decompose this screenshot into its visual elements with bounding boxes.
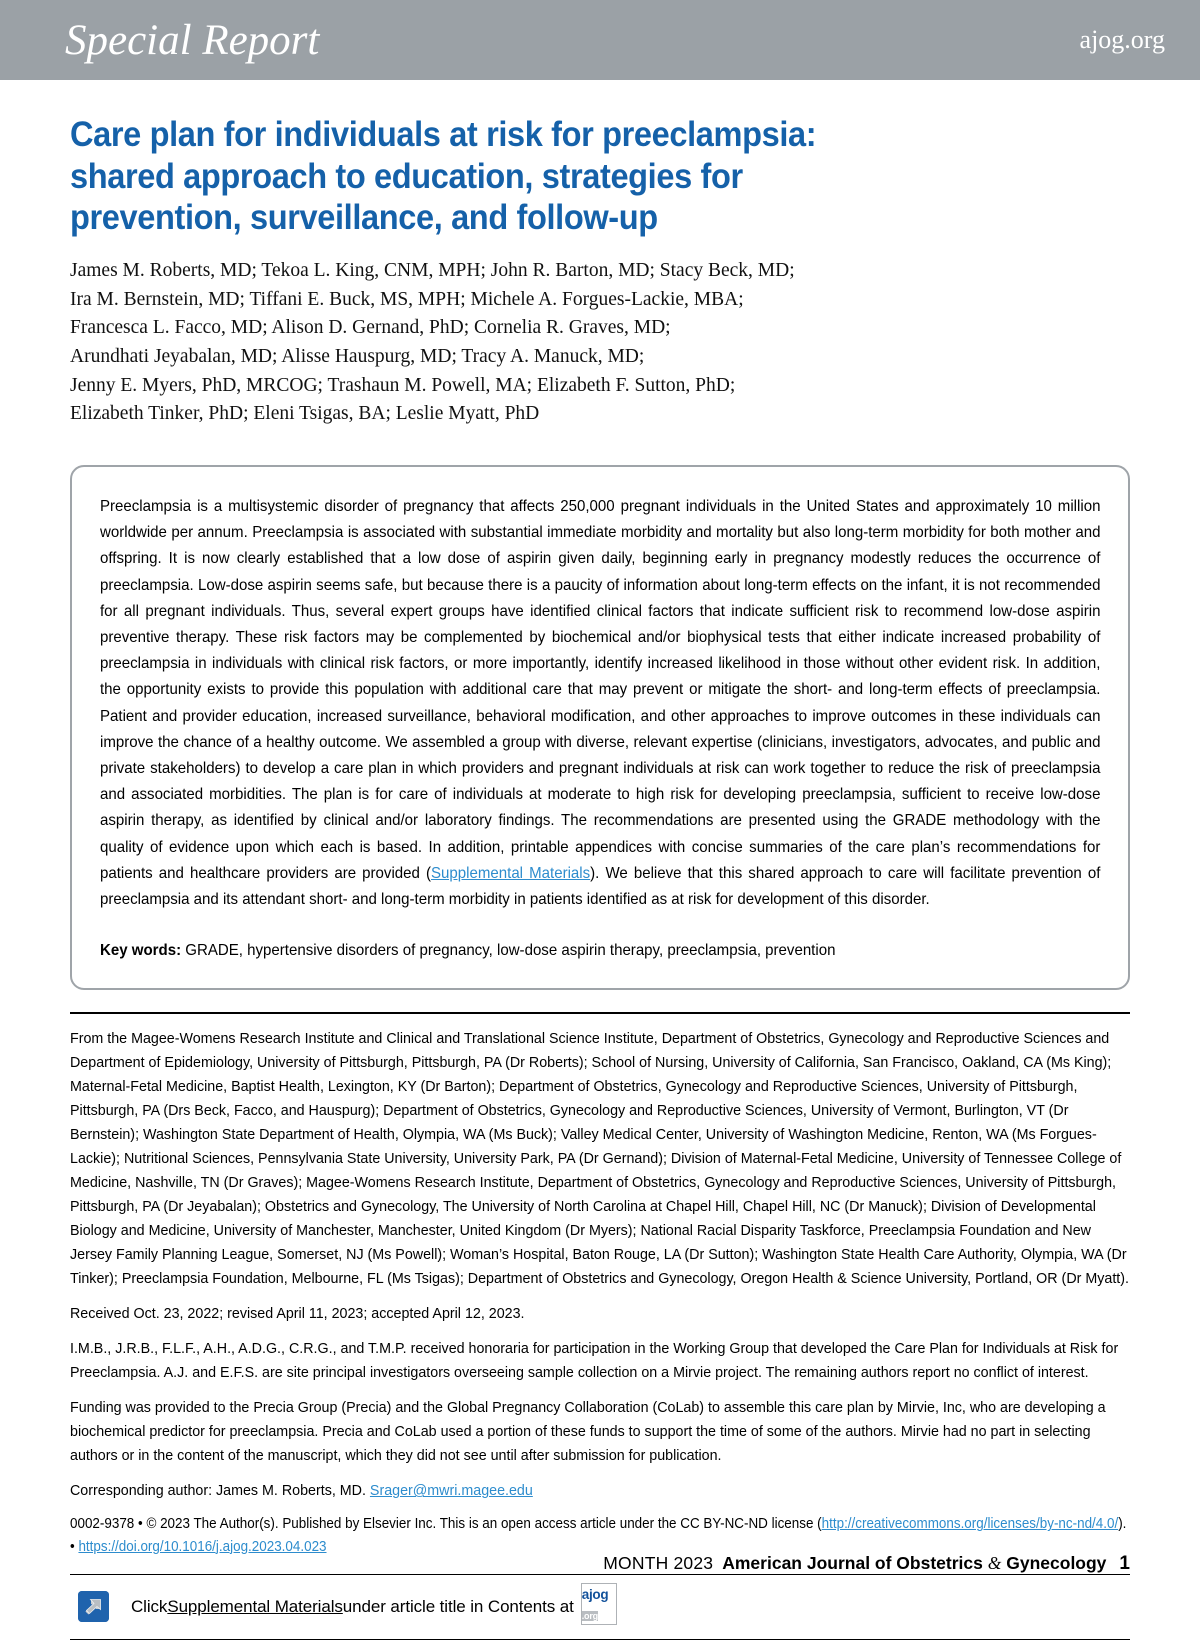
supplemental-text-before: Click — [131, 1596, 168, 1616]
copyright-license-note — [70, 1513, 1131, 1558]
author-line: James M. Roberts, MD; Tekoa L. King, CNM, MPH; John R. Barton, MD; Stacy Beck, MD; — [70, 259, 795, 281]
ajog-logo-badge[interactable] — [581, 1583, 617, 1625]
footnotes-block — [70, 1027, 1130, 1558]
footer-journal-name-part1: American Journal of Obstetrics — [722, 1553, 983, 1573]
supplemental-text-after: under article title in Contents at — [342, 1596, 574, 1616]
ajog-badge-bottom: .org — [581, 1610, 598, 1621]
keywords-label: Key words: — [100, 941, 182, 960]
author-line: Ira M. Bernstein, MD; Tiffani E. Buck, MS, MPH; Michele A. Forgues-Lackie, MBA; — [70, 288, 744, 310]
supplemental-text-link[interactable]: Supplemental Materials — [167, 1596, 343, 1616]
corresponding-author-label: Corresponding author: James M. Roberts, MD. — [70, 1482, 370, 1500]
journal-site-url[interactable]: ajog.org — [1079, 25, 1165, 54]
copyright-middle: ). • — [70, 1516, 1127, 1555]
section-label: Special Report — [65, 16, 320, 64]
keywords-value: GRADE, hypertensive disorders of pregnancy, low-dose aspirin therapy, preeclampsia, prevention — [181, 941, 836, 960]
affiliations-note: From the Magee-Womens Research Institute and Clinical and Translational Science Institute, Department of Obstetrics, Gynecology and Reproductive Sciences and Department of Epidemiology, University of Pittsburgh, Pittsburgh, PA (Dr Roberts); School of Nursing, University of California, San Francisco, Oakland, CA (Ms King); Maternal-Fetal Medicine, Baptist Health, Lexington, KY (Dr Barton); Department of Obstetrics, Gynecology and Reproductive Sciences, University of Pittsburgh, Pittsburgh, PA (Drs Beck, Facco, and Hauspurg); Department of Obstetrics, Gynecology and Reproductive Sciences, University of Vermont, Burlington, VT (Dr Bernstein); Washington State Department of Health, Olympia, WA (Ms Buck); Valley Medical Center, University of Washington Medicine, Renton, WA (Ms Forgues-Lackie); Nutritional Sciences, Pennsylvania State University, University Park, PA (Dr Gernand); Division of Maternal-Fetal Medicine, University of Tennessee College of Medicine, Nashville, TN (Dr Graves); Magee-Womens Research Institute, Department of Obstetrics, Gynecology and Reproductive Sciences, University of Pittsburgh, Pittsburgh, PA (Dr Jeyabalan); Obstetrics and Gynecology, The University of North Carolina at Chapel Hill, Chapel Hill, NC (Dr Manuck); Division of Developmental Biology and Medicine, University of Manchester, Manchester, United Kingdom (Dr Myers); National Racial Disparity Taskforce, Preeclampsia Foundation and New Jersey Family Planning League, Somerset, NJ (Ms Powell); Woman’s Hospital, Baton Rouge, LA (Dr Sutton); Washington State Health Care Authority, Olympia, WA (Dr Tinker); Preeclampsia Foundation, Melbourne, FL (Ms Tsigas); Department of Obstetrics and Gynecology, Oregon Health & Science University, Portland, OR (Dr Myatt). — [70, 1030, 1129, 1288]
footer-journal-name-part2: Gynecology — [1006, 1553, 1107, 1573]
page-content — [0, 114, 1200, 1640]
supplemental-banner-text — [131, 1586, 617, 1628]
page-footer — [70, 1553, 1130, 1575]
copyright-prefix: 0002-9378 • © 2023 The Author(s). Published by Elsevier Inc. This is an open access article under the CC BY-NC-ND license ( — [70, 1516, 822, 1533]
page-title — [70, 114, 1125, 239]
title-line-3: prevention, surveillance, and follow-up — [70, 198, 658, 238]
keywords — [100, 938, 1100, 964]
page-header-band — [0, 0, 1200, 80]
footer-month-year: MONTH 2023 — [603, 1553, 714, 1573]
footer-page-number: 1 — [1119, 1553, 1130, 1574]
cc-license-link[interactable]: http://creativecommons.org/licenses/by-nc-nd/4.0/ — [821, 1516, 1119, 1533]
author-line: Elizabeth Tinker, PhD; Eleni Tsigas, BA; Leslie Myatt, PhD — [70, 403, 540, 425]
abstract-part-2: ). We believe that this shared approach to care will facilitate prevention of preeclampsia and its attendant short- and long-term morbidity in patients identified as at risk for development of this disorder. — [100, 863, 1101, 909]
received-dates-note: Received Oct. 23, 2022; revised April 11, 2023; accepted April 12, 2023. — [70, 1305, 525, 1323]
title-line-2: shared approach to education, strategies for — [70, 156, 743, 196]
disclosure-note: I.M.B., J.R.B., F.L.F., A.H., A.D.G., C.R.G., and T.M.P. received honoraria for participation in the Working Group that developed the Care Plan for Individuals at Risk for Preeclampsia. A.J. and E.F.S. are site principal investigators overseeing sample collection on a Mirvie project. The remaining authors report no conflict of interest. — [70, 1340, 1119, 1382]
footnote-divider — [70, 1012, 1130, 1014]
abstract-box — [70, 465, 1130, 990]
doi-link[interactable]: https://doi.org/10.1016/j.ajog.2023.04.023 — [78, 1538, 327, 1555]
author-line: Francesca L. Facco, MD; Alison D. Gernand, PhD; Cornelia R. Graves, MD; — [70, 317, 671, 339]
ajog-badge-top: ajog — [581, 1586, 609, 1602]
abstract-part-1: Preeclampsia is a multisystemic disorder of pregnancy that affects 250,000 pregnant individuals in the United States and approximately 10 million worldwide per annum. Preeclampsia is associated with substantial immediate morbidity and mortality but also long-term morbidity for both mother and offspring. It is now clearly established that a low dose of aspirin given daily, beginning early in pregnancy modestly reduces the occurrence of preeclampsia. Low-dose aspirin seems safe, but because there is a paucity of information about long-term effects on the infant, it is not recommended for all pregnant individuals. Thus, several expert groups have identified clinical factors that indicate sufficient risk to recommend low-dose aspirin preventive therapy. These risk factors may be complemented by biochemical and/or biophysical tests that either indicate increased probability of preeclampsia in individuals with clinical risk factors, or more importantly, identify increased likelihood in those without other evident risk. In addition, the opportunity exists to provide this population with additional care that may prevent or mitigate the short- and long-term effects of preeclampsia. Patient and provider education, increased surveillance, behavioral modification, and other approaches to improve outcomes in these individuals can improve the chance of a healthy outcome. We assembled a group with diverse, relevant expertise (clinicians, investigators, advocates, and public and private stakeholders) to develop a care plan in which providers and pregnant individuals at risk can work together to reduce the risk of preeclampsia and associated morbidities. The plan is for care of individuals at moderate to high risk for developing preeclampsia, sufficient to receive low-dose aspirin therapy, as identified by clinical and/or laboratory findings. The recommendations are presented using the GRADE methodology with the quality of evidence upon which each is based. In addition, printable appendices with concise summaries of the care plan’s recommendations for patients and healthcare providers are provided ( — [100, 496, 1101, 882]
external-link-arrow-icon — [78, 1591, 109, 1622]
corresponding-author-email-link[interactable]: Srager@mwri.magee.edu — [369, 1482, 533, 1500]
abstract-text — [100, 493, 1100, 913]
supplemental-banner[interactable] — [70, 1575, 1130, 1639]
corresponding-author-note — [70, 1479, 1131, 1503]
footer-ampersand: & — [987, 1553, 1002, 1573]
author-line: Jenny E. Myers, PhD, MRCOG; Trashaun M. Powell, MA; Elizabeth F. Sutton, PhD; — [70, 374, 736, 396]
funding-note: Funding was provided to the Precia Group (Precia) and the Global Pregnancy Collaboration (CoLab) to assemble this care plan by Mirvie, Inc, who are developing a biochemical predictor for preeclampsia. Precia and CoLab used a portion of these funds to support the time of some of the authors. Mirvie had no part in selecting authors or in the content of the manuscript, which they did not see until after submission for publication. — [70, 1399, 1106, 1465]
supplemental-materials-link[interactable]: Supplemental Materials — [431, 863, 591, 882]
author-list — [70, 257, 1130, 429]
author-line: Arundhati Jeyabalan, MD; Alisse Hauspurg, MD; Tracy A. Manuck, MD; — [70, 345, 645, 367]
title-line-1: Care plan for individuals at risk for preeclampsia: — [70, 115, 817, 154]
